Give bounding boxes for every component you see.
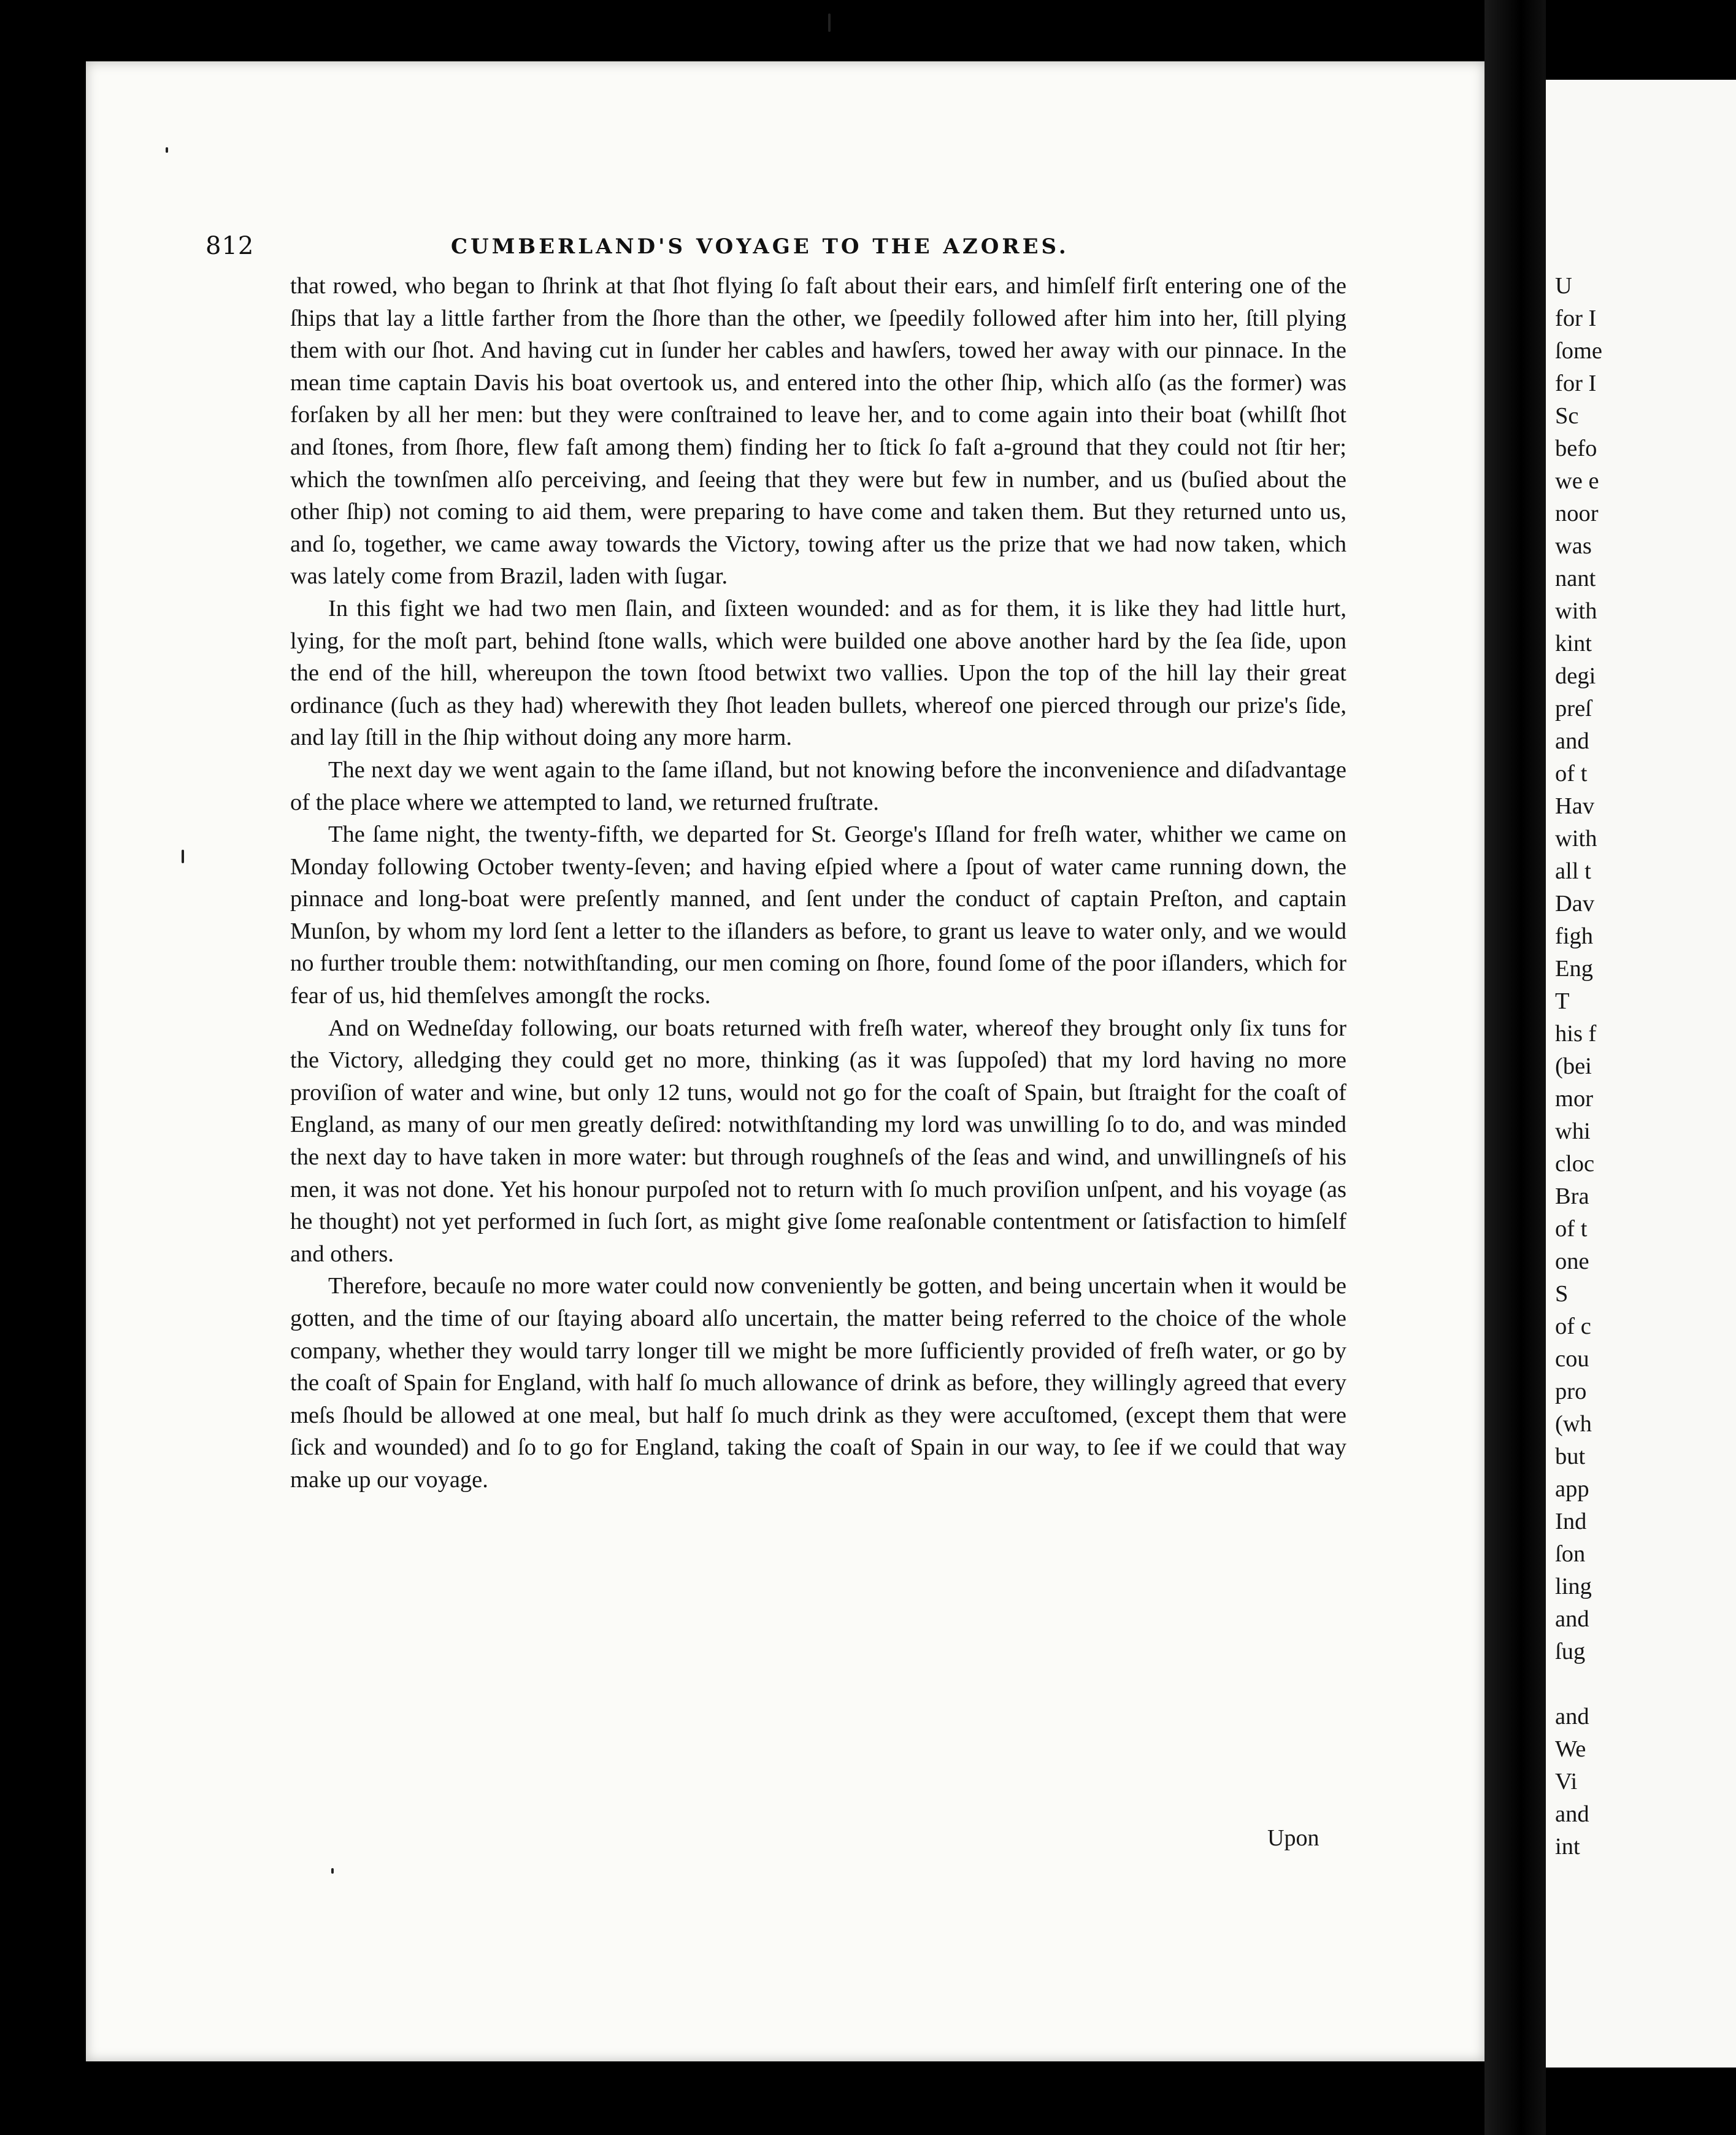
facing-page-line: Sc <box>1555 403 1579 429</box>
facing-page-line: with <box>1555 826 1597 852</box>
facing-page-line: was <box>1555 533 1592 559</box>
facing-page-line: degi <box>1555 663 1596 689</box>
facing-page-line: ſon <box>1555 1541 1586 1567</box>
scan-speck <box>182 850 184 863</box>
scan-speck <box>166 147 168 153</box>
facing-page-line: whi <box>1555 1118 1591 1144</box>
facing-page-line: pro <box>1555 1379 1587 1404</box>
facing-page-line: mor <box>1555 1086 1594 1112</box>
scan-speck <box>828 13 831 32</box>
right-page <box>1546 80 1736 2068</box>
facing-page-line: cou <box>1555 1346 1589 1372</box>
running-head <box>205 232 1107 269</box>
paragraph: that rowed, who began to ſhrink at that ſhot flying ſo faſt about their ears, and himſelf firſt entering one of the ſhips that lay a little farther from the ſhore than the other, we ſpeedily followed after him into her, ſtill plying them with our ſhot. And having cut in ſunder her cables and hawſers, towed her away with our pinnace. In the mean time captain Davis his boat overtook us, and entered into the other ſhip, which alſo (as the former) was forſaken by all her men: but they were conſtrained to leave her, and to come again into their boat (whilſt ſhot and ſtones, from ſhore, flew faſt among them) finding her to ſtick ſo faſt a-ground that they could not ſtir her; which the townſmen alſo perceiving, and ſeeing that they were but few in number, and us (buſied about the other ſhip) not coming to aid them, were preparing to have come and taken them. But they returned unto us, and ſo, together, we came away towards the Victory, towing after us the prize that we had now taken, which was lately come from Brazil, laden with ſugar. <box>290 273 1346 590</box>
facing-page-line: figh <box>1555 923 1594 949</box>
facing-page-line: ling <box>1555 1574 1592 1599</box>
facing-page-line <box>1555 1668 1602 1701</box>
facing-page-line: U <box>1555 273 1572 299</box>
facing-page-line: T <box>1555 988 1570 1014</box>
paragraph: The next day we went again to the ſame iſland, but not knowing before the inconvenience and diſadvantage of the place where we attempted to land, we returned fruſtrate. <box>290 756 1346 815</box>
facing-page-line: nant <box>1555 566 1596 591</box>
facing-page-line: of c <box>1555 1314 1591 1339</box>
facing-page-line: We <box>1555 1736 1586 1762</box>
facing-page-line: one <box>1555 1248 1589 1274</box>
facing-page-line: but <box>1555 1444 1586 1469</box>
facing-page-line: and <box>1555 1801 1589 1827</box>
facing-page-line: (wh <box>1555 1411 1592 1437</box>
facing-page-line: app <box>1555 1476 1589 1502</box>
facing-page-line: his f <box>1555 1021 1597 1047</box>
facing-page-line: befo <box>1555 436 1597 461</box>
facing-page-line: ſome <box>1555 338 1602 364</box>
facing-page-line: with <box>1555 598 1597 624</box>
page-number: 812 <box>205 232 255 260</box>
facing-page-line: int <box>1555 1834 1580 1860</box>
facing-page-line: of t <box>1555 1216 1588 1242</box>
paragraph: And on Wedneſday following, our boats returned with freſh water, whereof they brought only ſix tuns for the Victory, alledging they could get no more, thinking (as it was ſuppoſed) that my lord having no more proviſion of water and wine, but only 12 tuns, would not go for the coaſt of Spain, but ſtraight for the coaſt of England, as many of our men greatly deſired: notwithſtanding my lord was unwilling ſo to do, and was minded the next day to have taken in more water: but through roughneſs of the ſeas and wind, and unwillingneſs of his men, it was not done. Yet his honour purpoſed not to return with ſo much proviſion unſpent, and his voyage (as he thought) not yet performed in ſuch ſort, as might give ſome reaſonable contentment or ſatisfaction to himſelf and others. <box>290 1015 1346 1267</box>
facing-page-line: and <box>1555 728 1589 754</box>
facing-page-line: Ind <box>1555 1509 1587 1534</box>
facing-page-line: all t <box>1555 858 1591 884</box>
facing-page-line: Bra <box>1555 1183 1589 1209</box>
paragraph: The ſame night, the twenty-fifth, we departed for St. George's Iſland for freſh water, whither we came on Monday following October twenty-ſeven; and having eſpied where a ſpout of water came running down, the pinnace and long-boat were preſently manned, and ſent under the conduct of captain Preſton, and captain Munſon, by whom my lord ſent a letter to the iſlanders as before, to grant us leave to water only, and we would no further trouble them: notwithſtanding, our men coming on ſhore, found ſome of the poor iſlanders, which for fear of us, hid themſelves amongſt the rocks. <box>290 821 1346 1009</box>
facing-page-line: (bei <box>1555 1053 1592 1079</box>
facing-page-line: Eng <box>1555 956 1594 982</box>
facing-page-line: noor <box>1555 501 1599 526</box>
facing-page-line: cloc <box>1555 1151 1595 1177</box>
facing-page-line: we e <box>1555 468 1599 494</box>
facing-page-line: S <box>1555 1281 1569 1307</box>
catchword: Upon <box>1267 1825 1319 1851</box>
facing-page-line: and <box>1555 1606 1589 1632</box>
facing-page-line: for I <box>1555 371 1597 396</box>
book-gutter <box>1484 0 1546 2135</box>
facing-page-line: for I <box>1555 306 1597 331</box>
body-text <box>290 270 1346 1496</box>
facing-page-line: Vi <box>1555 1769 1578 1795</box>
facing-page-fragments <box>1555 270 1602 1863</box>
facing-page-line: of t <box>1555 761 1588 787</box>
facing-page-line: and <box>1555 1704 1589 1729</box>
facing-page-line: preſ <box>1555 696 1592 721</box>
facing-page-line: Hav <box>1555 793 1595 819</box>
paragraph: In this fight we had two men ſlain, and ſixteen wounded: and as for them, it is like they had little hurt, lying, for the moſt part, behind ſtone walls, which were builded one above another hard by the ſea ſide, upon the end of the hill, whereupon the town ſtood betwixt two vallies. Upon the top of the hill lay their great ordinance (ſuch as they had) wherewith they ſhot leaden bullets, whereof one pierced through our prize's ſide, and lay ſtill in the ſhip without doing any more harm. <box>290 595 1346 751</box>
paragraph: Therefore, becauſe no more water could now conveniently be gotten, and being uncertain when it would be gotten, and the time of our ſtaying aboard alſo uncertain, the matter being referred to the choice of the whole company, whether they would tarry longer till we might be more ſufficiently provided of freſh water, or go by the coaſt of Spain for England, with half ſo much allowance of drink as before, they willingly agreed that every meſs ſhould be allowed at one meal, but half ſo much drink as they were accuſtomed, (except them that were ſick and wounded) and ſo to go for England, taking the coaſt of Spain in our way, to ſee if we could that way make up our voyage. <box>290 1273 1346 1493</box>
facing-page-line: Dav <box>1555 891 1595 917</box>
scan-speck <box>331 1868 334 1874</box>
facing-page-line: kint <box>1555 631 1592 656</box>
facing-page-line: ſug <box>1555 1639 1586 1664</box>
running-title: CUMBERLAND'S VOYAGE TO THE AZORES. <box>451 234 1069 259</box>
